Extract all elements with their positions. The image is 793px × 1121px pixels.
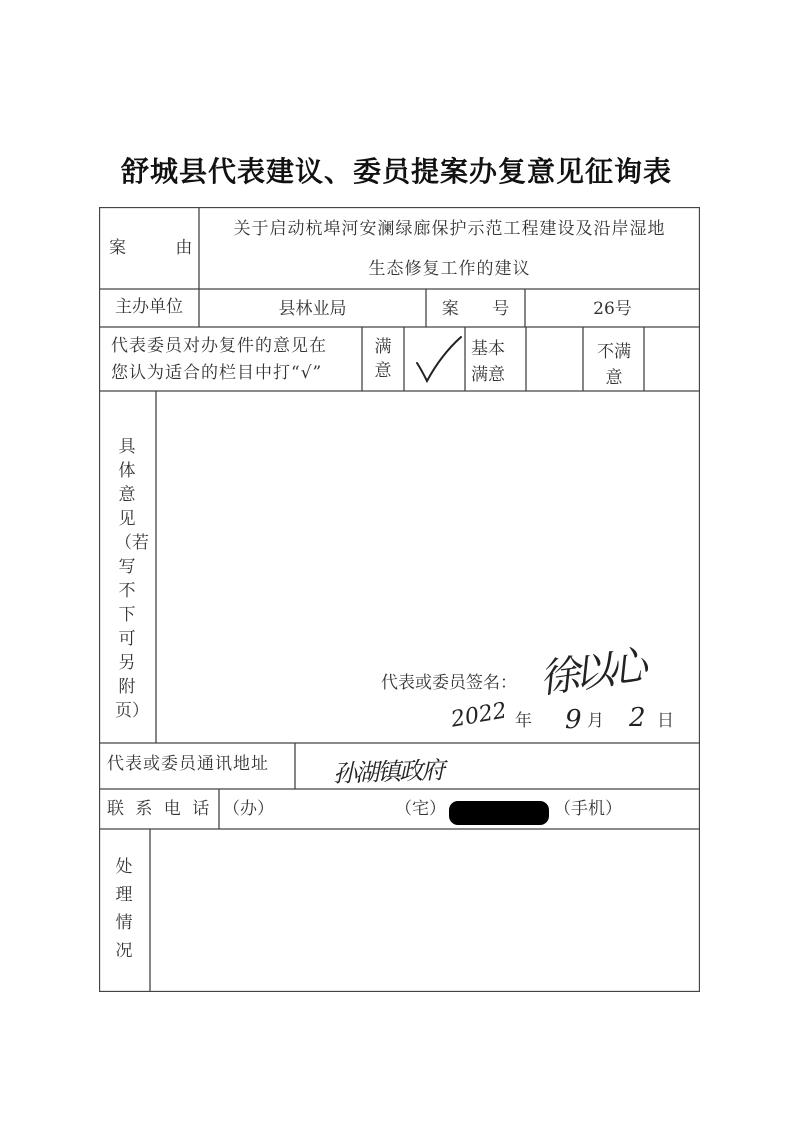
- option-satisfied-label: 满意: [374, 337, 392, 381]
- date-year: 2022: [449, 698, 509, 733]
- host-unit-label: 主办单位: [115, 297, 183, 317]
- address-handwriting: 孙湖镇政府: [332, 756, 444, 788]
- page-title: 舒城县代表建议、委员提案办复意见征询表: [120, 155, 672, 188]
- address-label: 代表或委员通讯地址: [107, 754, 269, 774]
- date-day-unit: 日: [657, 711, 674, 731]
- phone-home-label: （宅）: [395, 799, 446, 819]
- host-unit-value: 县林业局: [278, 299, 347, 319]
- option-satisfied-checkbox[interactable]: [407, 333, 463, 389]
- option-basic-satisfied-label: 基本满意: [471, 339, 505, 385]
- detail-label: 具体意见（若写不下可另附页）: [115, 437, 149, 721]
- date-month-unit: 月: [587, 711, 604, 731]
- signature-label: 代表或委员签名：: [381, 673, 517, 693]
- phone-office-label: （办）: [223, 799, 274, 819]
- date-month: 9: [565, 705, 582, 735]
- case-no-value: 26号: [593, 299, 632, 319]
- date-day: 2: [629, 703, 646, 733]
- opinion-prompt-line1: 代表委员对办复件的意见在: [111, 336, 327, 356]
- feedback-form: [99, 207, 700, 992]
- case-label: 案 由: [109, 238, 215, 258]
- check-mark-icon: [407, 333, 463, 389]
- option-unsatisfied-label: 不满意: [597, 342, 631, 388]
- redacted-phone-number: [449, 801, 549, 825]
- phone-label: 联 系 电 话: [107, 799, 213, 819]
- phone-mobile-label: （手机）: [554, 799, 622, 819]
- handling-label: 处理情况: [115, 857, 133, 961]
- opinion-prompt-line2: 您认为适合的栏目中打“√”: [111, 363, 323, 383]
- option-basic-satisfied-checkbox[interactable]: [527, 328, 582, 390]
- date-year-unit: 年: [515, 711, 532, 731]
- case-no-label: 案 号: [441, 299, 524, 319]
- case-text-line2: 生态修复工作的建议: [368, 259, 531, 279]
- option-unsatisfied-checkbox[interactable]: [645, 328, 699, 390]
- signature-handwriting: 徐以心: [536, 643, 645, 703]
- handling-area[interactable]: [151, 830, 699, 991]
- case-text-line1: 关于启动杭埠河安澜绿廊保护示范工程建设及沿岸湿地: [233, 219, 666, 239]
